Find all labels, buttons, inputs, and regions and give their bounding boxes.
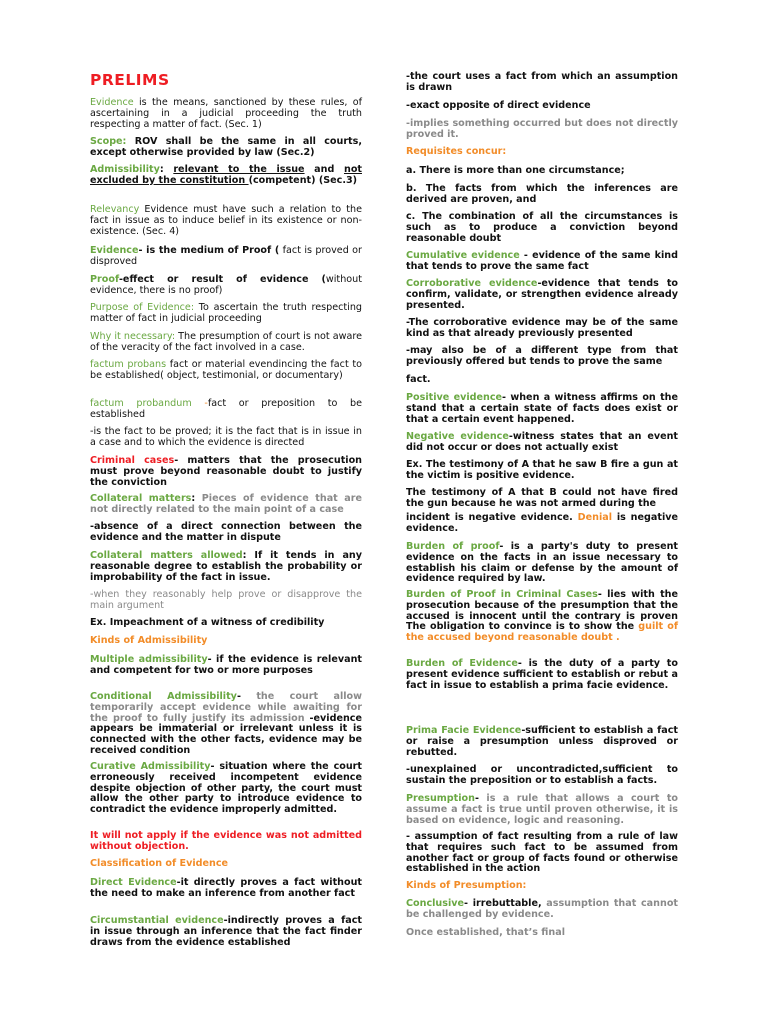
para-curative-admissibility: Curative Admissibility- situation where the court erroneously received incompetent evidence despite objection of other party, the court must allow the other party to introduce evidence to contradict the evidence improperly admitted. <box>90 761 362 816</box>
para-fact: fact. <box>406 374 431 385</box>
para-admissibility: Admissibility: relevant to the issue and not excluded by the constitution (competent) (Sec.3) <box>90 164 362 186</box>
para-court-uses-fact: -the court uses a fact from which an assumption is drawn <box>406 71 678 93</box>
para-burden-of-proof: Burden of proof- is a party's duty to present evidence on the facts in an issue necessary to establish his claim or defense by the amount of evidence required by law. <box>406 541 678 585</box>
para-opposite-direct: -exact opposite of direct evidence <box>406 100 591 111</box>
list-item-requisite-c: c. The combination of all the circumstances is such as to produce a conviction beyond reasonable doubt <box>406 211 678 244</box>
para-unexplained: -unexplained or uncontradicted,sufficient to sustain the preposition or to establish a facts. <box>406 764 678 786</box>
para-once-established: Once established, that’s final <box>406 927 566 938</box>
list-item-requisite-a: a. There is more than one circumstance; <box>406 165 625 176</box>
page-title: PRELIMS <box>90 71 170 89</box>
heading-kinds-of-presumption: Kinds of Presumption: <box>406 880 527 891</box>
para-absence-connection: -absence of a direct connection between the evidence and the matter in dispute <box>90 521 362 543</box>
para-criminal-cases: Criminal cases- matters that the prosecution must prove beyond reasonable doubt to justify the conviction <box>90 455 362 488</box>
para-implies-something: -implies something occurred but does not directly proved it. <box>406 118 678 140</box>
para-when-they-help: -when they reasonably help prove or disapprove the main argument <box>90 589 362 611</box>
para-evidence-definition: Evidence is the means, sanctioned by these rules, of ascertaining in a judicial proceeding the truth respecting a matter of fact. (Sec. 1) <box>90 97 362 130</box>
heading-requisites-concur: Requisites concur: <box>406 146 507 157</box>
para-assumption-of-fact: - assumption of fact resulting from a rule of law that requires such fact to be assumed from another fact or group of facts found or otherwise established in the action <box>406 831 678 875</box>
para-burden-criminal: Burden of Proof in Criminal Cases- lies with the prosecution because of the presumption that the accused is innocent until the contrary is proven The obligation to convince is to show the guilt of the accused beyond reasonable doubt . <box>406 589 679 644</box>
heading-kinds-of-admissibility: Kinds of Admissibility <box>90 635 208 646</box>
para-prima-facie: Prima Facie Evidence-sufficient to establish a fact or raise a presumption unless disproved or rebutted. <box>406 725 678 758</box>
para-multiple-admissibility: Multiple admissibility- if the evidence is relevant and competent for two or more purposes <box>90 654 362 676</box>
para-negative-evidence: Negative evidence-witness states that an event did not occur or does not actually exist <box>406 431 678 453</box>
para-presumption: Presumption- is a rule that allows a court to assume a fact is true until proven otherwise, it is based on evidence, logic and reasoning. <box>406 793 678 826</box>
para-factum-probans: factum probans fact or material evendincing the fact to be established( object, testimonial, or documentary) <box>90 359 362 381</box>
para-corroborative-evidence: Corroborative evidence-evidence that tends to confirm, validate, or strengthen evidence already presented. <box>406 278 678 311</box>
para-collateral-matters: Collateral matters: Pieces of evidence that are not directly related to the main point of a case <box>90 493 362 515</box>
para-purpose: Purpose of Evidence: To ascertain the truth respecting matter of fact in judicial proceeding <box>90 302 363 324</box>
para-relevancy: Relevancy Evidence must have such a relation to the fact in issue as to induce belief in its existence or non-existence. (Sec. 4) <box>90 204 362 237</box>
para-not-apply-note: It will not apply if the evidence was not admitted without objection. <box>90 830 362 852</box>
para-corroborative-different-type: -may also be of a different type from that previously offered but tends to prove the same <box>406 345 678 367</box>
para-fact-to-be-proved: -is the fact to be proved; it is the fact that is in issue in a case and to which the evidence is directed <box>90 426 362 448</box>
para-circumstantial-evidence: Circumstantial evidence-indirectly proves a fact in issue through an inference that the fact finder draws from the evidence established <box>90 915 362 948</box>
list-item-requisite-b: b. The facts from which the inferences are derived are proven, and <box>406 183 678 205</box>
para-burden-of-evidence: Burden of Evidence- is the duty of a party to present evidence sufficient to establish or rebut a fact in issue to establish a prima facie evidence. <box>406 658 678 691</box>
para-collateral-allowed: Collateral matters allowed: If it tends in any reasonable degree to establish the probability or improbability of the fact in issue. <box>90 550 362 583</box>
para-evidence-medium: Evidence- is the medium of Proof ( fact is proved or disproved <box>90 245 362 267</box>
para-scope: Scope: ROV shall be the same in all courts, except otherwise provided by law (Sec.2) <box>90 136 362 158</box>
para-cumulative-evidence: Cumulative evidence - evidence of the same kind that tends to prove the same fact <box>406 250 678 272</box>
para-impeachment-example: Ex. Impeachment of a witness of credibility <box>90 617 325 628</box>
para-factum-probandum: factum probandum -fact or preposition to be established <box>90 398 363 420</box>
para-positive-evidence: Positive evidence- when a witness affirms on the stand that a certain state of facts does exist or that a certain event happened. <box>406 392 678 425</box>
para-direct-evidence: Direct Evidence-it directly proves a fact without the need to make an inference from another fact <box>90 877 362 899</box>
para-denial-negative: incident is negative evidence. Denial is negative evidence. <box>406 512 678 534</box>
heading-classification-of-evidence: Classification of Evidence <box>90 858 229 869</box>
para-corroborative-same-kind: -The corroborative evidence may be of the same kind as that already previously presented <box>406 317 678 339</box>
para-why-necessary: Why it necessary: The presumption of court is not aware of the veracity of the fact involved in a case. <box>90 331 362 353</box>
para-positive-example: Ex. The testimony of A that he saw B fire a gun at the victim is positive evidence. <box>406 459 678 481</box>
para-conditional-admissibility: Conditional Admissibility- the court allow temporarily accept evidence while awaiting for the proof to fully justify its admission -evidence appears be immaterial or irrelevant unless it is connected with the other facts, evidence may be received condition <box>90 691 362 756</box>
para-negative-example: The testimony of A that B could not have fired the gun because he was not armed during the <box>406 487 678 509</box>
para-proof: Proof-effect or result of evidence (without evidence, there is no proof) <box>90 274 362 296</box>
para-conclusive: Conclusive- irrebuttable, assumption that cannot be challenged by evidence. <box>406 898 678 920</box>
